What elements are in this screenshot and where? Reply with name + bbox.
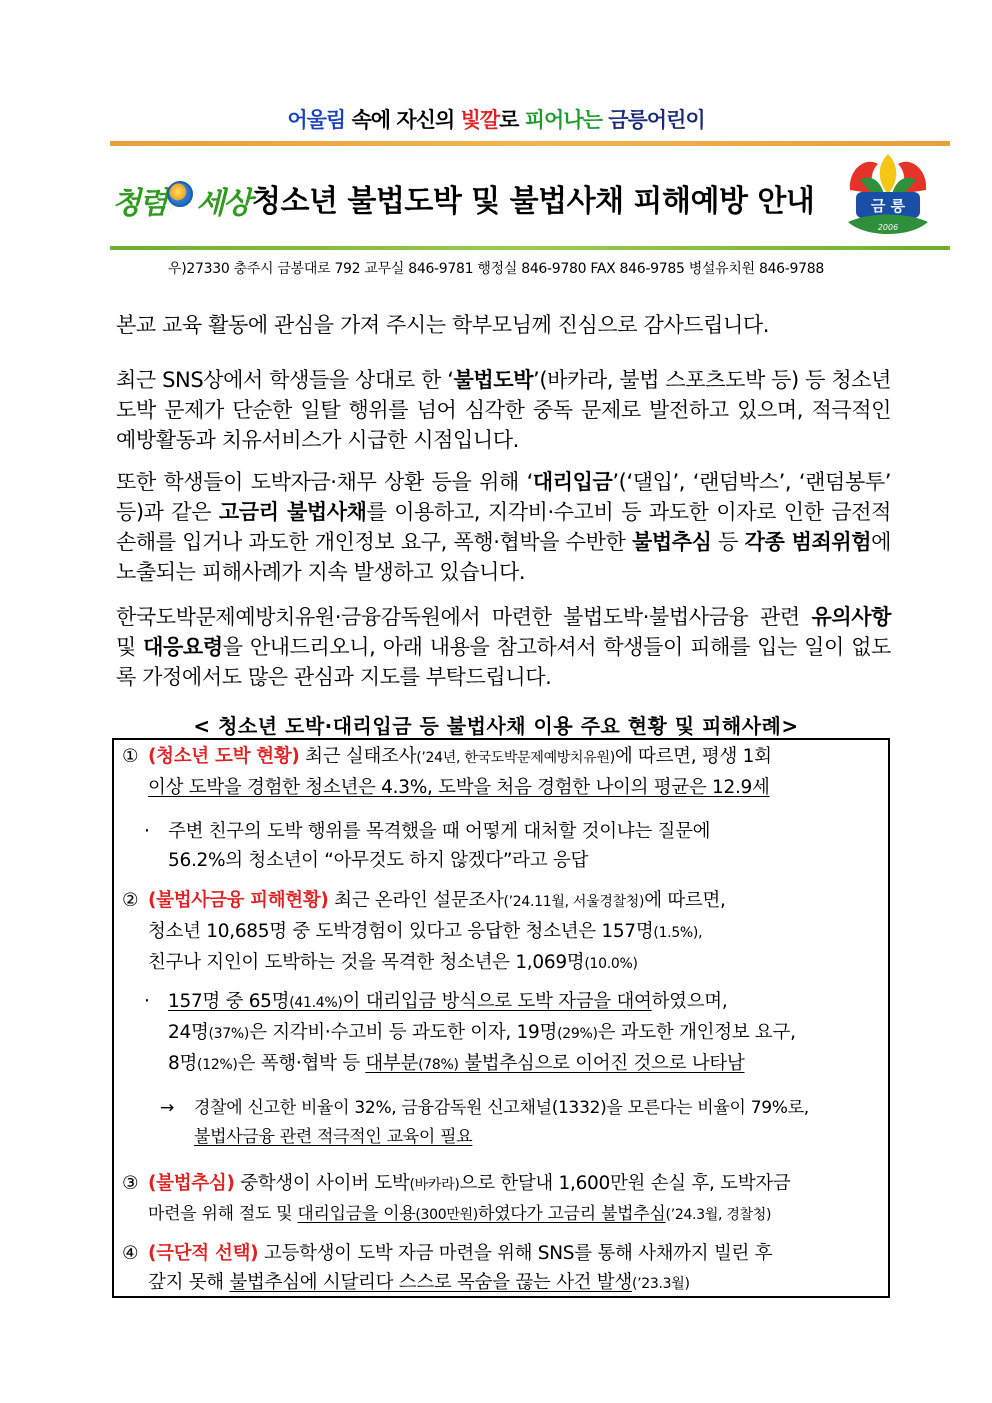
- case-2-conclusion: [160, 1094, 882, 1152]
- percent-note: (10.0%): [584, 956, 638, 972]
- logo-text-part1: 청렴: [112, 186, 166, 221]
- text-span: 으로 한달내 1,600만원 손실 후, 도박자금: [459, 1173, 791, 1194]
- text-span: 대부분: [365, 1053, 419, 1074]
- case-heading: (청소년 도박 현황): [148, 746, 300, 767]
- emphasis-illegal-gambling: 불법도박: [453, 368, 534, 392]
- source-note: (’24년, 한국도박문제예방치유원): [416, 750, 615, 766]
- motto-part: 금릉어린이: [608, 108, 705, 132]
- emphasis-illegal-collection: 불법추심: [631, 530, 712, 554]
- text-span: 하였다가 고금리 불법추심: [477, 1204, 666, 1224]
- text-span: 에 따르면, 평생 1회: [614, 746, 772, 767]
- emblem-petal-center: [880, 154, 897, 194]
- underlined-text: [297, 1204, 665, 1224]
- text-span: 을 안내드리오니, 아래 내용을 참고하셔서 학생들이 피해를 입는 일이 없도록 가정에서도 많은 관심과 지도를 부탁드립니다.: [116, 635, 891, 689]
- text-span: 은 과도한 개인정보 요구,: [597, 1022, 796, 1043]
- header-rule-bottom: [110, 246, 950, 250]
- header-rule-top: [110, 141, 950, 146]
- text-span: 등: [711, 530, 745, 554]
- emphasis-crime-risk: 각종 범죄위험: [744, 530, 872, 554]
- motto-part: 어울림: [287, 108, 346, 132]
- emphasis-high-interest-loan: 고금리 불법사채: [218, 500, 367, 524]
- text-span: 마련을 위해 절도 및: [148, 1204, 298, 1224]
- text-span: 에 노출되는 피해사례가 지속 발생하고 있습니다.: [116, 530, 891, 584]
- text-span: 갚지 못해: [148, 1272, 230, 1293]
- school-motto: [0, 104, 992, 134]
- case-3: [122, 1169, 882, 1230]
- case-number: ②: [122, 890, 139, 911]
- text-span: 주변 친구의 도박 행위를 목격했을 때 어떻게 대처할 것이냐는 질문에: [168, 821, 711, 842]
- percent-note: (37%): [208, 1026, 250, 1042]
- text-span: 및: [116, 635, 144, 659]
- intro-paragraph-1: [116, 365, 891, 455]
- case-1: [122, 742, 882, 802]
- text-span: 친구나 지인이 도박하는 것을 목격한 청소년은 1,069명: [148, 952, 585, 973]
- emphasis-proxy-deposit: 대리입금: [532, 470, 613, 494]
- text-span: 최근 실태조사: [299, 746, 417, 767]
- motto-part: 자신의: [396, 108, 461, 132]
- intro-paragraph-3: [116, 602, 891, 692]
- text-span: 고등학생이 도박 자금 마련을 위해 SNS를 통해 사채까지 빌린 후: [258, 1243, 773, 1264]
- case-1-bullet: [144, 817, 882, 875]
- bullet-mark: ·: [144, 821, 150, 842]
- date-note: (’23.3월): [631, 1276, 690, 1292]
- source-note: (300만원): [415, 1207, 478, 1223]
- text-span: 대리입금을 이용: [297, 1204, 416, 1224]
- logo-text-part2: 세상: [195, 186, 250, 221]
- percent-note: (41.4%): [289, 995, 343, 1011]
- motto-part: 로: [499, 108, 525, 132]
- page-title: 청소년 불법도박 및 불법사채 피해예방 안내: [252, 184, 815, 219]
- emphasis-precautions: 유의사항: [811, 605, 891, 629]
- source-note: (바카라): [409, 1177, 460, 1193]
- text-span: 은 지각비·수고비 등 과도한 이자, 19명: [249, 1022, 558, 1043]
- text-span: ’(‘댈입’, ‘랜덤박스’, ‘랜덤봉투’ 등)과 같은: [116, 470, 891, 524]
- underlined-text: [168, 991, 652, 1012]
- arrow-right-icon: →: [160, 1098, 174, 1118]
- case-number: ④: [122, 1243, 139, 1264]
- text-span: 최근 SNS상에서 학생들을 상대로 한 ‘: [116, 368, 454, 392]
- emblem-year: 2006: [877, 223, 899, 232]
- case-2: [122, 886, 882, 979]
- date-note: (’24.3월, 경찰청): [665, 1207, 772, 1223]
- emblem-text: 금 릉: [870, 197, 906, 215]
- case-2-bullet: [144, 987, 882, 1080]
- underlined-text: 이상 도박을 경험한 청소년은 4.3%, 도박을 처음 경험한 나이의 평균은 12.9세: [148, 777, 770, 798]
- underlined-text: 불법사금융 관련 적극적인 교육이 필요: [194, 1127, 473, 1147]
- case-heading: (불법사금융 피해현황): [148, 890, 329, 911]
- text-span: 이 대리입금 방식으로 도박 자금을 대여: [342, 991, 652, 1012]
- underlined-text: [365, 1053, 744, 1074]
- case-heading: (불법추심): [148, 1173, 235, 1194]
- intro-paragraph-2: [116, 467, 891, 587]
- text-span: 157명 중 65명: [168, 991, 290, 1012]
- integrity-world-logo: [112, 172, 250, 221]
- text-span: 56.2%의 청소년이 “아무것도 하지 않겠다”라고 응답: [168, 850, 589, 871]
- thanks-paragraph: 본교 교육 활동에 관심을 가져 주시는 학부모님께 진심으로 감사드립니다.: [116, 313, 770, 337]
- case-heading: (극단적 선택): [148, 1243, 259, 1264]
- school-emblem: [840, 150, 936, 242]
- percent-note: (1.5%),: [653, 925, 703, 941]
- text-span: 를 이용하고, 지각비·수고비 등 과도한 이자로 인한 금전적 손해를 입거나 과도한 개인정보 요구, 폭행·협박을 수반한: [116, 500, 892, 554]
- emphasis-response-guide: 대응요령: [143, 635, 223, 659]
- case-number: ①: [122, 746, 139, 767]
- percent-note: (12%): [197, 1057, 238, 1073]
- text-span: 하였으며,: [651, 991, 728, 1012]
- case-4: [122, 1239, 882, 1299]
- motto-part: 빛깔: [460, 108, 500, 132]
- globe-icon: [167, 181, 193, 207]
- text-span: 8명: [168, 1053, 198, 1074]
- text-span: 최근 온라인 설문조사: [328, 890, 504, 911]
- text-span: 중학생이 사이버 도박: [234, 1173, 410, 1194]
- bullet-mark: ·: [144, 991, 150, 1012]
- percent-note: (29%): [557, 1026, 598, 1042]
- school-address: 우)27330 충주시 금봉대로 792 교무실 846-9781 행정실 846-9780 FAX 846-9785 병설유치원 846-9788: [168, 261, 824, 277]
- text-span: 한국도박문제예방치유원·금융감독원에서 마련한 불법도박·불법사금융 관련: [116, 605, 812, 629]
- percent-note: (78%): [418, 1057, 459, 1073]
- text-span: 청소년 10,685명 중 도박경험이 있다고 응답한 청소년은 157명: [148, 921, 654, 942]
- section-title: < 청소년 도박·대리입금 등 불법사채 이용 주요 현황 및 피해사례>: [193, 714, 799, 738]
- text-span: ’(바카라, 불법 스포츠도박 등) 등 청소년 도박 문제가 단순한 일탈 행위를 넘어 심각한 중독 문제로 발전하고 있으며, 적극적인 예방활동과 치유서비스가 시급한 시점입니다.: [116, 368, 891, 452]
- source-note: (’24.11월, 서울경찰청): [503, 894, 645, 910]
- text-span: 24명: [168, 1022, 209, 1043]
- motto-part: 피어나는: [524, 108, 609, 132]
- text-span: 에 따르면,: [644, 890, 726, 911]
- text-span: 또한 학생들이 도박자금·채무 상환 등을 위해 ‘: [116, 470, 533, 494]
- text-span: 은 폭행·협박 등: [237, 1053, 366, 1074]
- underlined-text: 불법추심에 시달리다 스스로 목숨을 끊는 사건 발생: [229, 1272, 632, 1293]
- text-span: 불법추심으로 이어진 것으로 나타남: [458, 1053, 745, 1074]
- motto-part: 속에: [345, 108, 397, 132]
- case-number: ③: [122, 1173, 139, 1194]
- text-span: 경찰에 신고한 비율이 32%, 금융감독원 신고채널(1332)을 모른다는 비율이 79%로,: [194, 1098, 809, 1118]
